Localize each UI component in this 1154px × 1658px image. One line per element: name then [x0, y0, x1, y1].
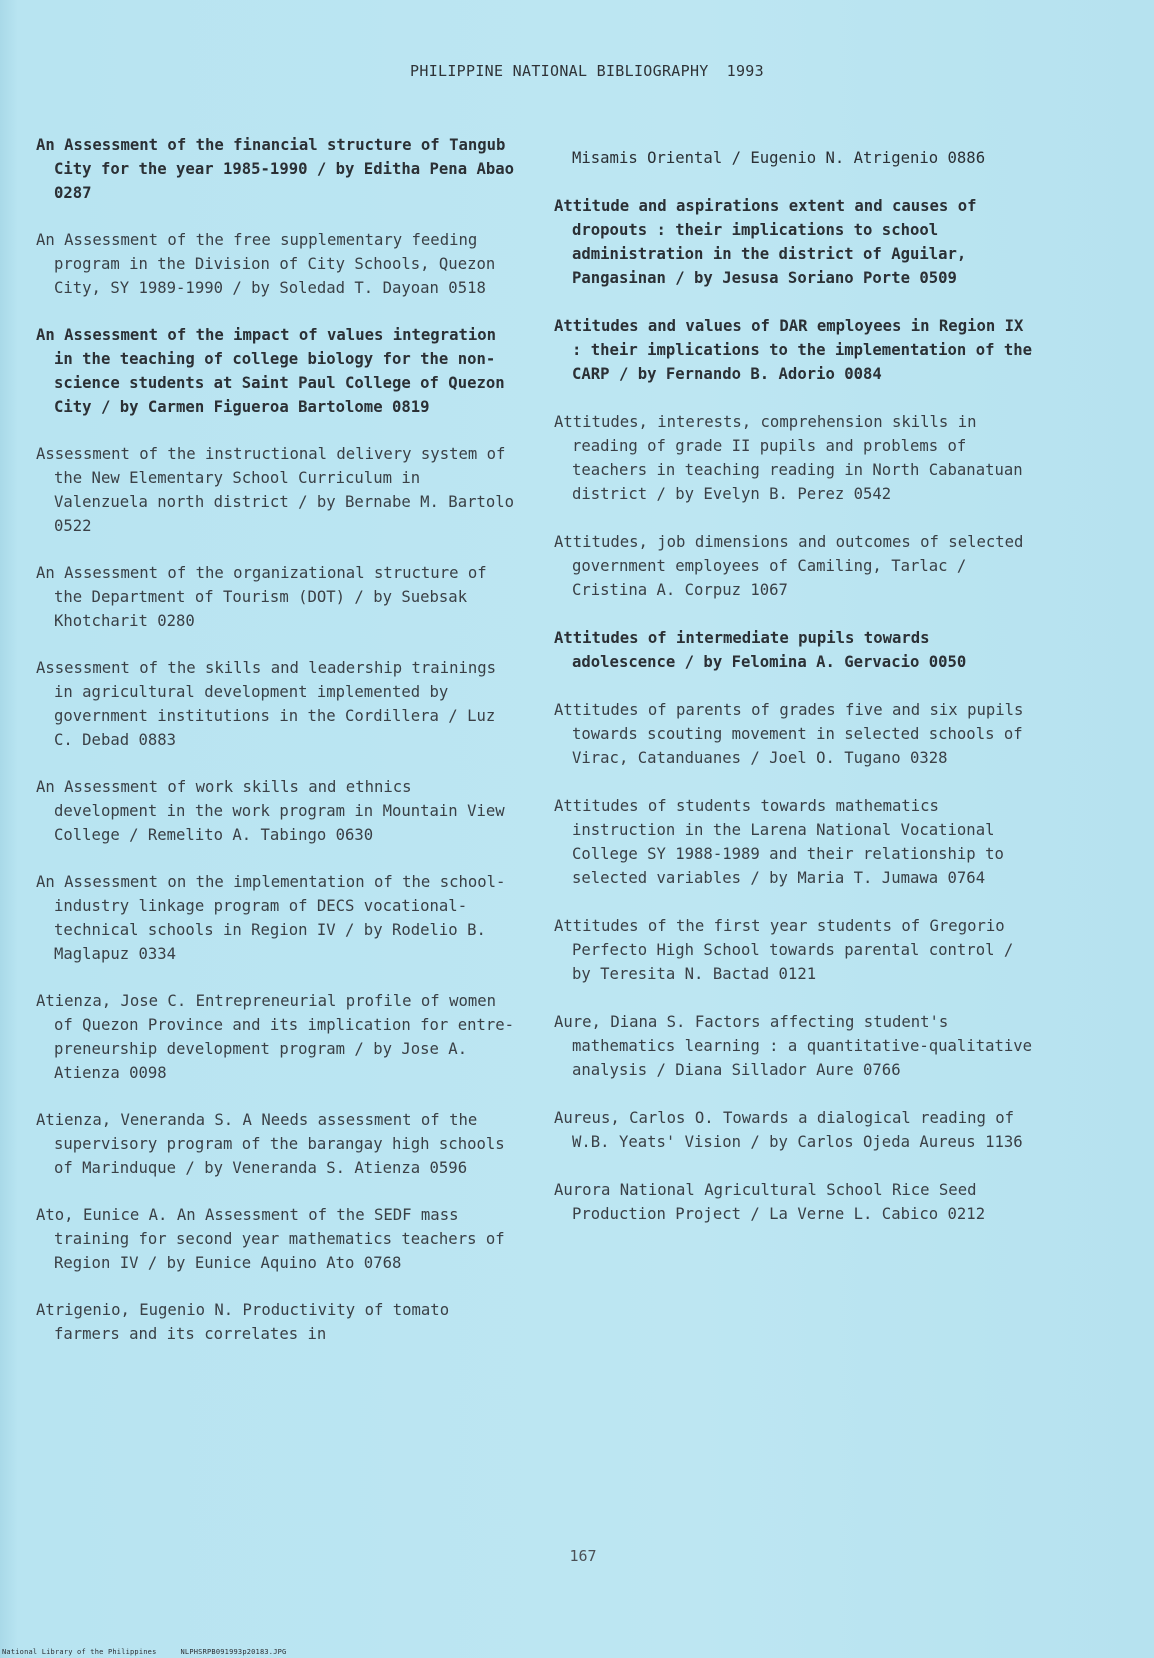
scan-footer [2, 1648, 310, 1656]
footer-file: NLPHSRPB091993p20183.JPG [180, 1648, 287, 1656]
bibliography-entry: Attitude and aspirations extent and causes of dropouts : their implications to school administration in the district of Aguilar, Pangasinan / by Jesusa Soriano Porte 0509 [554, 197, 986, 287]
bibliography-year: 1993 [726, 62, 764, 80]
page-header [0, 62, 1154, 80]
bibliography-entry: Atienza, Jose C. Entrepreneurial profile of women of Quezon Province and its implication for entre-preneurship development program / by Jose A. Atienza 0098 [36, 992, 515, 1082]
bibliography-entry: An Assessment of the impact of values integration in the teaching of college biology for the non-science students at Saint Paul College of Quezon City / by Carmen Figueroa Bartolome 0819 [36, 326, 515, 416]
bibliography-entry: An Assessment of the free supplementary feeding program in the Division of City Schools, Quezon City, SY 1989-1990 / by Soledad T. Dayoan 0518 [36, 231, 505, 297]
continued-entry: Misamis Oriental / Eugenio N. Atrigenio 0886 [572, 149, 986, 167]
left-column [36, 133, 524, 1369]
bibliography-entry: Attitudes, interests, comprehension skills in reading of grade II pupils and problems of teachers in teaching reading in North Cabanatuan district / by Evelyn B. Perez 0542 [554, 413, 1033, 503]
page-number: 167 [569, 1547, 597, 1565]
bibliography-entry: Atrigenio, Eugenio N. Productivity of tomato farmers and its correlates in [36, 1301, 459, 1343]
bibliography-entry: An Assessment on the implementation of the school-industry linkage program of DECS vocational-technical schools in Region IV / by Rodelio B. Maglapuz 0334 [36, 873, 506, 963]
bibliography-entry: Attitudes and values of DAR employees in Region IX : their implications to the implementation of the CARP / by Fernando B. Adorio 0084 [554, 317, 1042, 383]
bibliography-entry: Aureus, Carlos O. Towards a dialogical reading of W.B. Yeats' Vision / by Carlos Ojeda Aureus 1136 [554, 1109, 1024, 1151]
bibliography-entry: An Assessment of work skills and ethnics development in the work program in Mountain View College / Remelito A. Tabingo 0630 [36, 778, 515, 844]
bibliography-entry: Attitudes of students towards mathematics instruction in the Larena National Vocational College SY 1988-1989 and their relationship to selected variables / by Maria T. Jumawa 0764 [554, 797, 1014, 887]
bibliography-entry: Assessment of the skills and leadership trainings in agricultural development implemented by government institutions in the Cordillera / Luz C. Debad 0883 [36, 659, 506, 749]
bibliography-title: PHILIPPINE NATIONAL BIBLIOGRAPHY [410, 62, 709, 80]
bibliography-entry: Atienza, Veneranda S. A Needs assessment of the supervisory program of the barangay high schools of Marinduque / by Veneranda S. Atienza 0596 [36, 1111, 515, 1177]
bibliography-entry: Attitudes, job dimensions and outcomes of selected government employees of Camiling, Tarlac / Cristina A. Corpuz 1067 [554, 533, 1033, 599]
bibliography-entry: Ato, Eunice A. An Assessment of the SEDF mass training for second year mathematics teachers of Region IV / by Eunice Aquino Ato 0768 [36, 1206, 515, 1272]
right-column [554, 146, 1042, 1250]
bibliography-entry: Aurora National Agricultural School Rice Seed Production Project / La Verne L. Cabico 0212 [554, 1181, 986, 1223]
bibliography-entry: An Assessment of the financial structure of Tangub City for the year 1985-1990 / by Editha Pena Abao 0287 [36, 136, 524, 202]
footer-library: National Library of the Philippines [2, 1648, 157, 1656]
bibliography-entry: An Assessment of the organizational structure of the Department of Tourism (DOT) / by Suebsak Khotcharit 0280 [36, 564, 497, 630]
bibliography-entry: Attitudes of intermediate pupils towards adolescence / by Felomina A. Gervacio 0050 [554, 629, 967, 671]
bibliography-entry: Assessment of the instructional delivery system of the New Elementary School Curriculum in Valenzuela north district / by Bernabe M. Bartolo 0522 [36, 445, 524, 535]
bibliography-entry: Aure, Diana S. Factors affecting student's mathematics learning : a quantitative-qualitative analysis / Diana Sillador Aure 0766 [554, 1013, 1042, 1079]
bibliography-entry: Attitudes of parents of grades five and six pupils towards scouting movement in selected schools of Virac, Catanduanes / Joel O. Tugano 0328 [554, 701, 1033, 767]
bibliography-entry: Attitudes of the first year students of Gregorio Perfecto High School towards parental control / by Teresita N. Bactad 0121 [554, 917, 1023, 983]
